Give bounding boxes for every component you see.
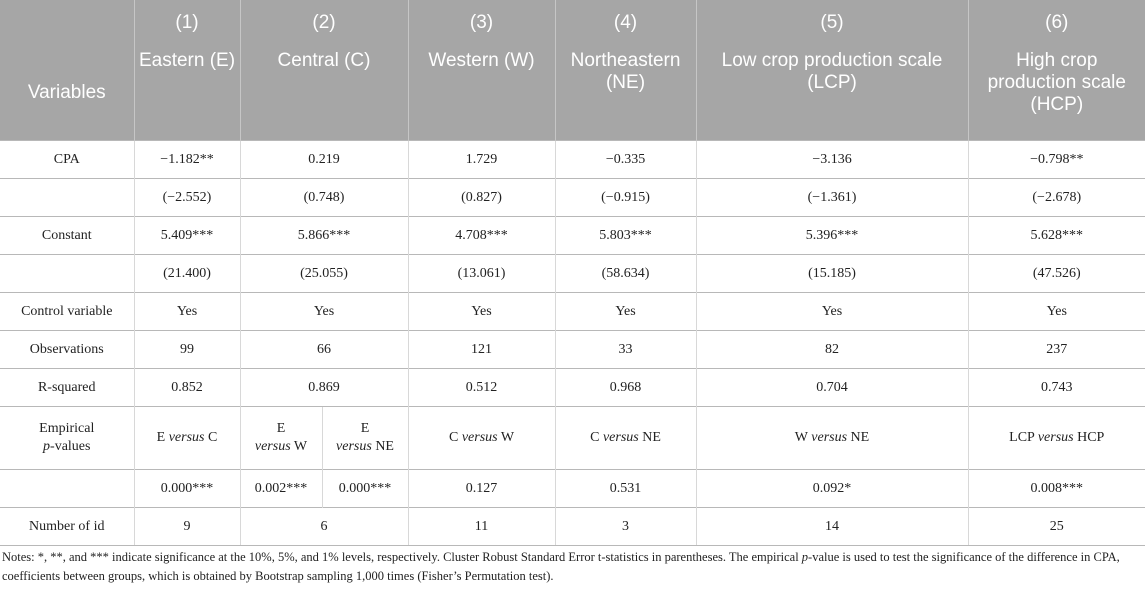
comparison-cell: E versus C	[134, 407, 240, 470]
cell-value: 1.729	[408, 141, 555, 179]
header-col-number: (2)	[240, 0, 408, 46]
header-col-number: (1)	[134, 0, 240, 46]
cell-value: (−2.678)	[968, 179, 1145, 217]
table-row-empirical-values	[0, 470, 1145, 508]
row-label-empty	[0, 255, 134, 293]
row-label-empirical	[0, 407, 134, 470]
cell-value: Yes	[240, 293, 408, 331]
cell-value: 0.092*	[696, 470, 968, 508]
cell-value: 4.708***	[408, 217, 555, 255]
cell-value: (−2.552)	[134, 179, 240, 217]
cell-value: (15.185)	[696, 255, 968, 293]
cell-value: Yes	[408, 293, 555, 331]
cell-value: (21.400)	[134, 255, 240, 293]
cell-value: 5.866***	[240, 217, 408, 255]
cell-value: Yes	[134, 293, 240, 331]
header-variables: Variables	[0, 46, 134, 141]
cell-value: 0.531	[555, 470, 696, 508]
header-col-number: (6)	[968, 0, 1145, 46]
cell-value: −3.136	[696, 141, 968, 179]
cell-value: 121	[408, 331, 555, 369]
cell-value: −0.335	[555, 141, 696, 179]
header-group-lcp: Low crop production scale (LCP)	[696, 46, 968, 141]
cell-value: −0.798**	[968, 141, 1145, 179]
cell-value: (13.061)	[408, 255, 555, 293]
cell-value: 33	[555, 331, 696, 369]
header-group-northeastern: Northeastern (NE)	[555, 46, 696, 141]
cell-value: 3	[555, 508, 696, 546]
cell-value: 0.743	[968, 369, 1145, 407]
cell-value: 82	[696, 331, 968, 369]
cell-value: 0.000***	[322, 470, 408, 508]
cell-value: 5.396***	[696, 217, 968, 255]
cell-value: 0.002***	[240, 470, 322, 508]
cell-value: (47.526)	[968, 255, 1145, 293]
header-col-number: (4)	[555, 0, 696, 46]
cell-value: 6	[240, 508, 408, 546]
comparison-cell: LCP versus HCP	[968, 407, 1145, 470]
cell-value: 25	[968, 508, 1145, 546]
cell-value: 0.968	[555, 369, 696, 407]
comparison-cell: C versus NE	[555, 407, 696, 470]
table-row-number-id	[0, 508, 1145, 546]
comparison-cell: E versus W	[240, 407, 322, 470]
cell-value: (0.748)	[240, 179, 408, 217]
comparison-cell: C versus W	[408, 407, 555, 470]
row-label: CPA	[0, 141, 134, 179]
table-row-constant	[0, 217, 1145, 255]
empirical-label-p: p	[43, 439, 51, 454]
row-label: R-squared	[0, 369, 134, 407]
header-group-central: Central (C)	[240, 46, 408, 141]
cell-value: 0.008***	[968, 470, 1145, 508]
cell-value: (25.055)	[240, 255, 408, 293]
cell-value: 5.628***	[968, 217, 1145, 255]
cell-value: 0.219	[240, 141, 408, 179]
cell-value: 0.512	[408, 369, 555, 407]
cell-value: 99	[134, 331, 240, 369]
comparison-cell: W versus NE	[696, 407, 968, 470]
cell-value: Yes	[555, 293, 696, 331]
cell-value: −1.182**	[134, 141, 240, 179]
row-label: Number of id	[0, 508, 134, 546]
table-row-constant-tstat	[0, 255, 1145, 293]
row-label-empty	[0, 470, 134, 508]
cell-value: (0.827)	[408, 179, 555, 217]
table-notes: Notes: *, **, and *** indicate significance at the 10%, 5%, and 1% levels, respectively. Cluster Robust Standard Error t-statistics in parentheses. The empirical p-value is used to test the significance of the difference in CPA, coefficients between groups, which is obtained by Bootstrap sampling 1,000 times (Fisher’s Permutation test).	[2, 550, 1120, 583]
cell-value: 0.852	[134, 369, 240, 407]
table-row-control	[0, 293, 1145, 331]
cell-value: (−0.915)	[555, 179, 696, 217]
header-col-number: (3)	[408, 0, 555, 46]
header-numbers-row	[0, 0, 1145, 46]
cell-value: 0.000***	[134, 470, 240, 508]
row-label: Control variable	[0, 293, 134, 331]
cell-value: (−1.361)	[696, 179, 968, 217]
header-blank-cell	[0, 0, 134, 46]
cell-value: (58.634)	[555, 255, 696, 293]
header-groups-row	[0, 46, 1145, 141]
row-label-empty	[0, 179, 134, 217]
cell-value: 0.704	[696, 369, 968, 407]
comparison-cell: E versus NE	[322, 407, 408, 470]
cell-value: 66	[240, 331, 408, 369]
table-row-rsquared	[0, 369, 1145, 407]
cell-value: 11	[408, 508, 555, 546]
table-row-empirical-comparisons	[0, 407, 1145, 470]
cell-value: 9	[134, 508, 240, 546]
table-row-cpa	[0, 141, 1145, 179]
table-row-observations	[0, 331, 1145, 369]
cell-value: 237	[968, 331, 1145, 369]
header-col-number: (5)	[696, 0, 968, 46]
cell-value: 14	[696, 508, 968, 546]
empirical-label-rest: -values	[50, 439, 91, 454]
header-group-eastern: Eastern (E)	[134, 46, 240, 141]
cell-value: 0.127	[408, 470, 555, 508]
cell-value: Yes	[696, 293, 968, 331]
header-group-hcp: High crop production scale (HCP)	[968, 46, 1145, 141]
empirical-label-line1: Empirical	[39, 421, 95, 436]
cell-value: Yes	[968, 293, 1145, 331]
row-label: Constant	[0, 217, 134, 255]
cell-value: 0.869	[240, 369, 408, 407]
table-row-cpa-tstat	[0, 179, 1145, 217]
cell-value: 5.409***	[134, 217, 240, 255]
row-label: Observations	[0, 331, 134, 369]
header-group-western: Western (W)	[408, 46, 555, 141]
cell-value: 5.803***	[555, 217, 696, 255]
